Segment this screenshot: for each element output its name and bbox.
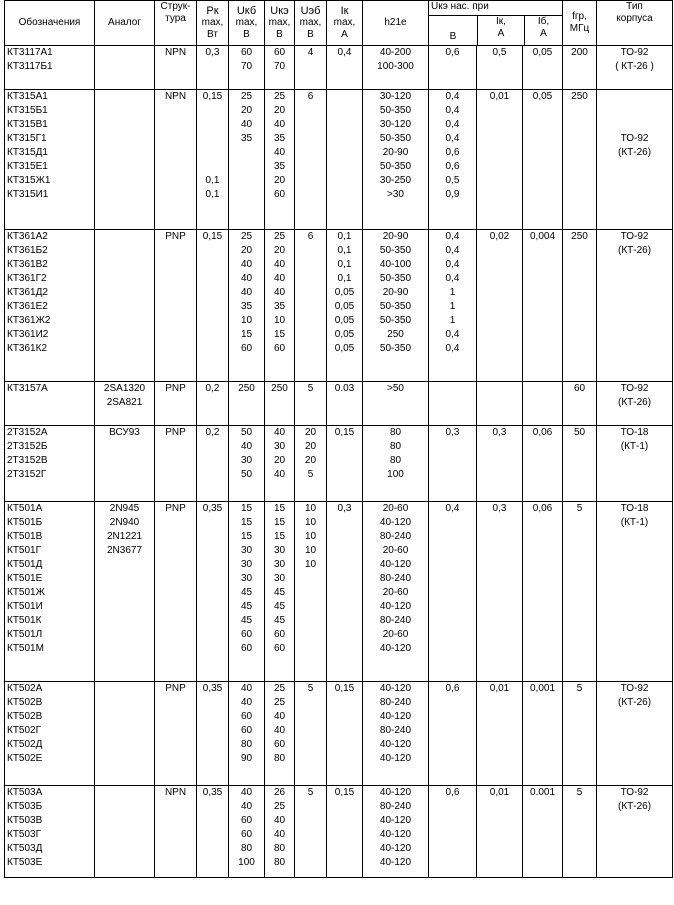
pk-cell: 0,15 0,1 0,1 [197,90,229,230]
ukb-cell: 50 40 30 50 [229,426,265,502]
ik-sat-cell: 0,01 [477,786,523,878]
ueb-cell: 10 10 10 10 10 [295,502,327,682]
package-cell: ТО-92 (КТ-26) [597,682,673,786]
ukesat-cell: 0,4 [429,502,477,682]
pk-cell: 0,3 [197,46,229,90]
table-row [5,786,673,878]
ukesat-cell: 0,4 0,4 0,4 0,4 1 1 1 0,4 0,4 [429,230,477,382]
ueb-cell: 5 [295,682,327,786]
analog-cell [95,230,155,382]
ukb-cell: 40 40 60 60 80 90 [229,682,265,786]
analog-cell [95,90,155,230]
ik-cell: 0,15 [327,786,363,878]
table-row [5,382,673,426]
transistor-parameters-table [4,0,673,878]
header-row [5,1,673,46]
table-row [5,230,673,382]
pk-cell: 0,2 [197,382,229,426]
ukesat-title: Uкэ нас. при [429,1,562,16]
ueb-cell: 6 [295,90,327,230]
designation-cell: КТ3157А [5,382,95,426]
ukesat-ib: Iб, А [537,16,550,39]
col-fgr: fгр, МГц [563,1,597,46]
uke-cell: 250 [265,382,295,426]
ib-sat-cell: 0,06 [523,502,563,682]
ik-cell: 0.03 [327,382,363,426]
structure-cell: PNP [155,682,197,786]
uke-cell: 26 25 40 40 80 80 [265,786,295,878]
package-cell: ТО-92 (КТ-26) [597,90,673,230]
ukesat-ik: Iк, А [478,16,525,45]
ik-cell: 0,15 [327,426,363,502]
h21e-cell: >50 [363,382,429,426]
ukesat-cell: 0,6 [429,682,477,786]
pk-cell: 0,35 [197,502,229,682]
ik-sat-cell: 0,01 [477,682,523,786]
pk-cell: 0,35 [197,786,229,878]
structure-cell: PNP [155,426,197,502]
table-row [5,502,673,682]
uke-cell: 25 20 40 35 40 35 20 60 [265,90,295,230]
pk-cell: 0,15 [197,230,229,382]
ib-sat-cell [523,382,563,426]
package-cell: ТО-18 (КТ-1) [597,502,673,682]
h21e-cell: 40-120 80-240 40-120 80-240 40-120 40-120 [363,682,429,786]
fgr-cell: 5 [563,502,597,682]
ik-cell: 0,1 0,1 0,1 0,1 0,05 0,05 0,05 0,05 0,05 [327,230,363,382]
ueb-cell: 4 [295,46,327,90]
ukesat-cell: 0,4 0,4 0,4 0,4 0,6 0,6 0,5 0,9 [429,90,477,230]
ueb-cell: 5 [295,382,327,426]
h21e-cell: 40-200 100-300 [363,46,429,90]
structure-cell: PNP [155,502,197,682]
designation-cell: КТ501А КТ501Б КТ501В КТ501Г КТ501Д КТ501Е КТ501Ж КТ501И КТ501К КТ501Л КТ501М [5,502,95,682]
ueb-cell: 20 20 20 5 [295,426,327,502]
designation-cell: КТ503А КТ503Б КТ503В КТ503Г КТ503Д КТ503Е [5,786,95,878]
fgr-cell: 50 [563,426,597,502]
fgr-cell: 5 [563,682,597,786]
col-uke: Uкэ max, В [265,1,295,46]
ib-sat-cell: 0,05 [523,90,563,230]
ik-sat-cell: 0,3 [477,426,523,502]
package-cell: ТО-92 (КТ-26) [597,382,673,426]
analog-cell [95,682,155,786]
ueb-cell: 6 [295,230,327,382]
ik-cell [327,90,363,230]
package-cell: ТО-92 ( КТ-26 ) [597,46,673,90]
designation-cell: 2Т3152А 2Т3152Б 2Т3152В 2Т3152Г [5,426,95,502]
pk-cell: 0,35 [197,682,229,786]
ik-cell: 0,4 [327,46,363,90]
h21e-cell: 20-90 50-350 40-100 50-350 20-90 50-350 50-350 250 50-350 [363,230,429,382]
table-row [5,682,673,786]
ukesat-v: В [429,16,478,45]
ukb-cell: 250 [229,382,265,426]
fgr-cell: 200 [563,46,597,90]
ukesat-cell: 0,6 [429,786,477,878]
ukesat-cell [429,382,477,426]
table-row [5,46,673,90]
h21e-cell: 20-60 40-120 80-240 20-60 40-120 80-240 20-60 40-120 80-240 20-60 40-120 [363,502,429,682]
ukb-cell: 40 40 60 60 80 100 [229,786,265,878]
fgr-cell: 5 [563,786,597,878]
analog-cell [95,786,155,878]
fgr-cell: 250 [563,90,597,230]
structure-cell: NPN [155,46,197,90]
structure-cell: PNP [155,230,197,382]
uke-cell: 25 20 40 40 40 35 10 15 60 [265,230,295,382]
analog-cell: ВСУ93 [95,426,155,502]
analog-cell: 2N945 2N940 2N1221 2N3677 [95,502,155,682]
uke-cell: 40 30 20 40 [265,426,295,502]
col-package: Тип корпуса [597,1,673,46]
ib-sat-cell: 0,004 [523,230,563,382]
analog-cell [95,46,155,90]
col-designation: Обозначения [5,1,95,46]
ukb-cell: 60 70 [229,46,265,90]
col-analog: Аналог [95,1,155,46]
ukb-cell: 25 20 40 35 [229,90,265,230]
uke-cell: 25 25 40 40 60 80 [265,682,295,786]
package-cell: ТО-92 (КТ-26) [597,230,673,382]
structure-cell: PNP [155,382,197,426]
designation-cell: КТ361А2 КТ361Б2 КТ361В2 КТ361Г2 КТ361Д2 КТ361Е2 КТ361Ж2 КТ361И2 КТ361К2 [5,230,95,382]
ib-sat-cell: 0.001 [523,786,563,878]
uke-cell: 60 70 [265,46,295,90]
ik-cell: 0,3 [327,502,363,682]
ib-sat-cell: 0,06 [523,426,563,502]
ib-sat-cell: 0,001 [523,682,563,786]
table-row [5,426,673,502]
col-ukb: Uкб max, В [229,1,265,46]
transistor-table-sheet [4,0,672,890]
designation-cell: КТ3117А1 КТ3117Б1 [5,46,95,90]
designation-cell: КТ502А КТ502В КТ502В КТ502Г КТ502Д КТ502Е [5,682,95,786]
ukb-cell: 15 15 15 30 30 30 45 45 45 60 60 [229,502,265,682]
analog-cell: 2SA1320 2SA821 [95,382,155,426]
designation-cell: КТ315А1 КТ315Б1 КТ315В1 КТ315Г1 КТ315Д1 КТ315Е1 КТ315Ж1 КТ315И1 [5,90,95,230]
ib-sat-cell: 0,05 [523,46,563,90]
col-ukesat [429,1,563,46]
fgr-cell: 250 [563,230,597,382]
uke-cell: 15 15 15 30 30 30 45 45 45 60 60 [265,502,295,682]
ueb-cell: 5 [295,786,327,878]
pk-cell: 0,2 [197,426,229,502]
col-ik: Iк max, А [327,1,363,46]
package-cell: ТО-92 (КТ-26) [597,786,673,878]
col-pk: Pк max, Вт [197,1,229,46]
col-h21e: h21e [363,1,429,46]
ik-sat-cell: 0,5 [477,46,523,90]
col-ueb: Uэб max, В [295,1,327,46]
ik-sat-cell: 0,3 [477,502,523,682]
fgr-cell: 60 [563,382,597,426]
h21e-cell: 30-120 50-350 30-120 50-350 20-90 50-350 30-250 >30 [363,90,429,230]
h21e-cell: 40-120 80-240 40-120 40-120 40-120 40-120 [363,786,429,878]
structure-cell: NPN [155,90,197,230]
ik-sat-cell: 0,01 [477,90,523,230]
ik-sat-cell [477,382,523,426]
ukesat-cell: 0,3 [429,426,477,502]
ukb-cell: 25 20 40 40 40 35 10 15 60 [229,230,265,382]
package-cell: ТО-18 (КТ-1) [597,426,673,502]
structure-cell: NPN [155,786,197,878]
h21e-cell: 80 80 80 100 [363,426,429,502]
table-row [5,90,673,230]
table-body [5,46,673,878]
ik-cell: 0,15 [327,682,363,786]
ukesat-cell: 0,6 [429,46,477,90]
ik-sat-cell: 0,02 [477,230,523,382]
col-structure: Струк- тура [155,1,197,46]
